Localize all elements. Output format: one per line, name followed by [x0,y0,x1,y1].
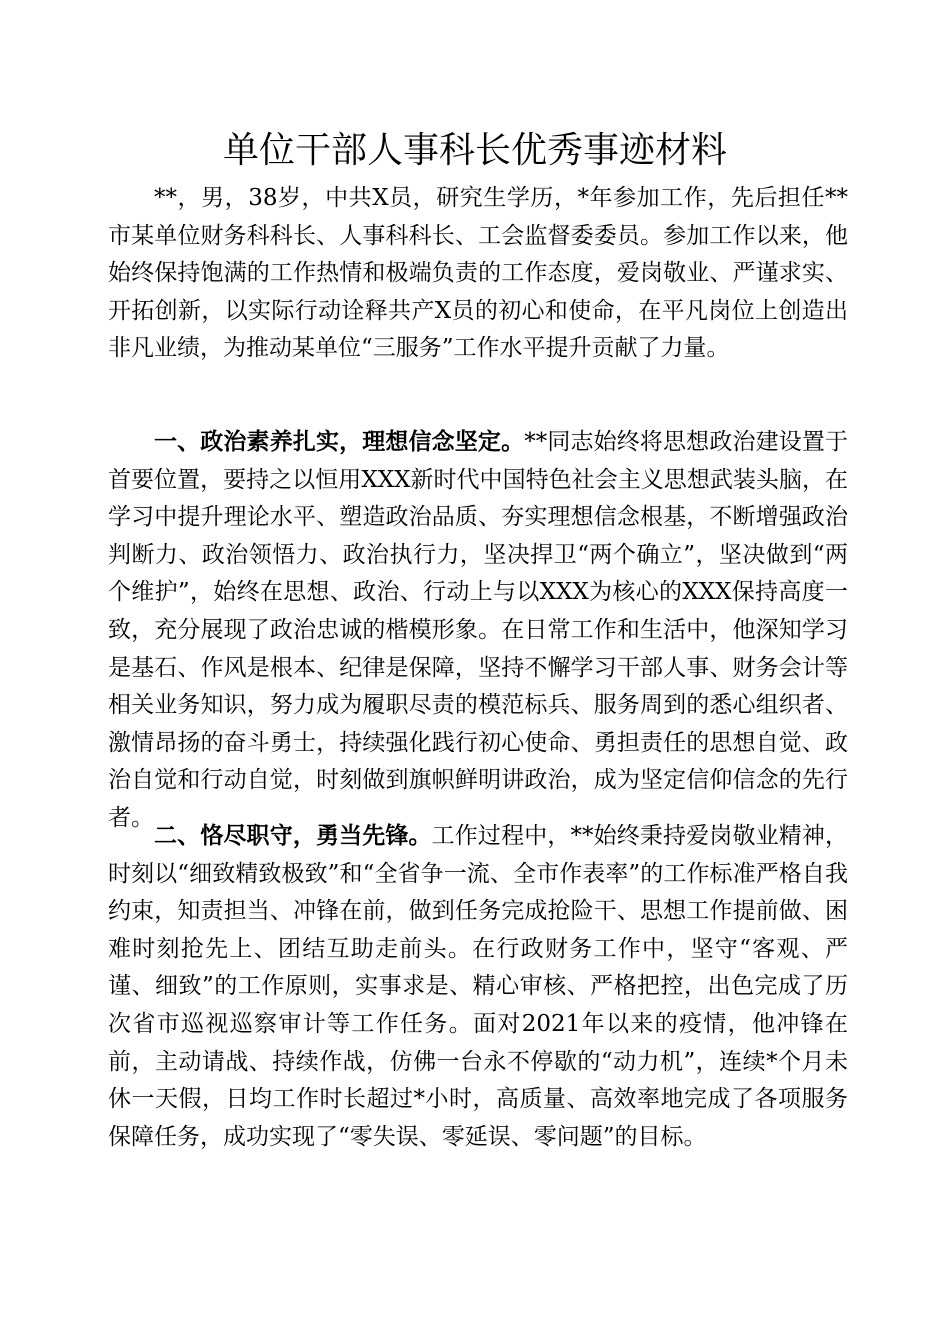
section-heading-political: 一、政治素养扎实，理想信念坚定。 [154,429,525,455]
section-heading-duty: 二、恪尽职守，勇当先锋。 [154,823,432,849]
paragraph-political [108,424,848,838]
paragraph-political-text: **同志始终将思想政治建设置于首要位置，要持之以恒用XXX新时代中国特色社会主义思想武装头脑，在学习中提升理论水平、塑造政治品质、夯实理想信念根基，不断增强政治判断力、政治领悟力、政治执行力，坚决捍卫“两个确立”，坚决做到“两个维护”，始终在思想、政治、行动上与以XXX为核心的XXX保持高度一致，充分展现了政治忠诚的楷模形象。在日常工作和生活中，他深知学习是基石、作风是根本、纪律是保障，坚持不懈学习干部人事、财务会计等相关业务知识，努力成为履职尽责的模范标兵、服务周到的悉心组织者、激情昂扬的奋斗勇士，持续强化践行初心使命、勇担责任的思想自觉、政治自觉和行动自觉，时刻做到旗帜鲜明讲政治，成为坚定信仰信念的先行者。 [108,429,849,831]
paragraph-duty [108,818,848,1156]
paragraph-intro [108,180,848,368]
page-title: 单位干部人事科长优秀事迹材料 [222,130,727,171]
paragraph-duty-text: 工作过程中，**始终秉持爱岗敬业精神，时刻以“细致精致极致”和“全省争一流、全市作表率”的工作标准严格自我约束，知责担当、冲锋在前，做到任务完成抢险干、思想工作提前做、困难时刻抢先上、团结互助走前头。在行政财务工作中，坚守“客观、严谨、细致”的工作原则，实事求是、精心审核、严格把控，出色完成了历次省市巡视巡察审计等工作任务。面对2021年以来的疫情，他冲锋在前，主动请战、持续作战，仿佛一台永不停歇的“动力机”，连续*个月未休一天假，日均工作时长超过*小时，高质量、高效率地完成了各项服务保障任务，成功实现了“零失误、零延误、零问题”的目标。 [108,823,849,1150]
paragraph-intro-text: **，男，38岁，中共X员，研究生学历，*年参加工作，先后担任**市某单位财务科科长、人事科科长、工会监督委委员。参加工作以来，他始终保持饱满的工作热情和极端负责的工作态度，爱岗敬业、严谨求实、开拓创新，以实际行动诠释共产X员的初心和使命，在平凡岗位上创造出非凡业绩，为推动某单位“三服务”工作水平提升贡献了力量。 [108,185,848,362]
